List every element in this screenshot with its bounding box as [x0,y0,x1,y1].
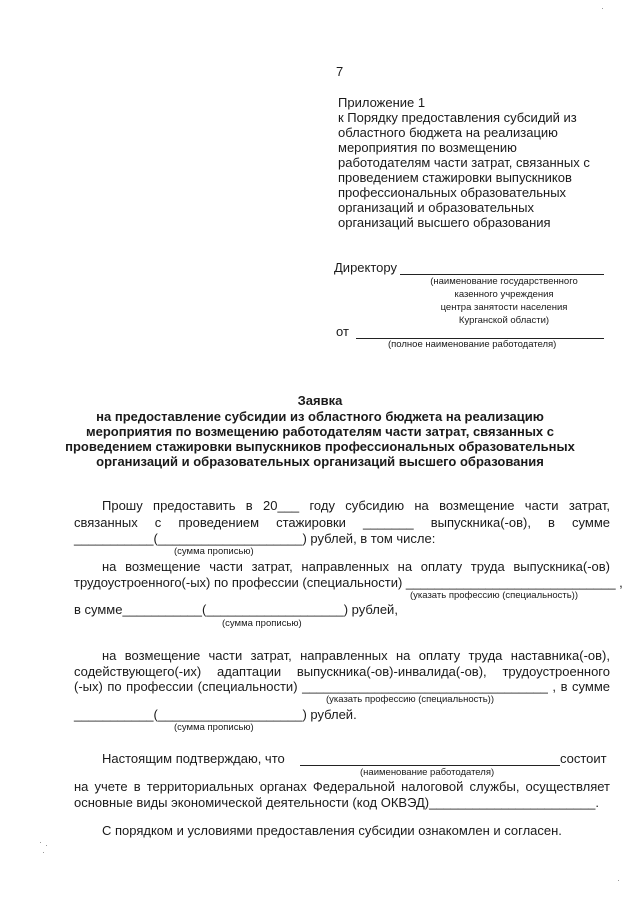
mentor-cost-line-3: (-ых) по профессии (специальности) __________________________________ , в сумме [74,679,610,694]
scan-speck [618,880,619,881]
appendix-line: мероприятия по возмещению [338,140,517,155]
scan-speck [602,8,603,9]
scan-speck [40,842,41,843]
confirm-line-3: основные виды экономической деятельности (код ОКВЭД)_______________________. [74,795,600,810]
director-hint-line: центра занятости населения [440,302,568,313]
sum-hint: (сумма прописью) [174,722,254,733]
title-line: на предоставление субсидии из областного бюджета на реализацию [96,409,544,424]
employer-hint: (наименование работодателя) [360,767,495,778]
scan-speck [46,845,47,846]
profession-hint: (указать профессию (специальность)) [410,590,578,601]
request-line-3: ___________(____________________) рублей, в том числе: [74,531,436,546]
title-heading: Заявка [297,393,343,408]
appendix-line: организаций и образовательных [338,200,534,215]
title-line: проведением стажировки выпускников профессиональных образовательных [65,439,575,454]
graduate-cost-line-2: трудоустроенного(-ых) по профессии (специальности) _____________________________ , [74,575,623,590]
profession-hint: (указать профессию (специальность)) [326,694,494,705]
director-label: Директору [334,260,397,275]
graduate-cost-line-1: на возмещение части затрат, направленных на оплату труда выпускника(-ов) [102,559,610,574]
from-label: от [336,324,349,339]
sum-hint: (сумма прописью) [222,618,302,629]
appendix-line: Приложение 1 [338,95,426,110]
title-line: организаций и образовательных организаций высшего образования [96,454,544,469]
title-line: мероприятия по возмещению работодателям части затрат, связанных с [85,424,554,439]
director-hint-line: казенного учреждения [454,289,554,300]
director-field[interactable] [400,274,604,275]
request-line-1: Прошу предоставить в 20___ году субсидию на возмещение части затрат, [102,498,610,513]
mentor-cost-line-2: содействующего(-их) адаптации выпускника(-ов)-инвалида(-ов), трудоустроенного [74,664,610,679]
request-line-2: связанных с проведением стажировки _______ выпускника(-ов), в сумме [74,515,610,530]
page-number: 7 [336,64,344,79]
mentor-cost-line-1: на возмещение части затрат, направленных на оплату труда наставника(-ов), [102,648,610,663]
appendix-line: работодателям части затрат, связанных с [338,155,590,170]
graduate-cost-line-3: в сумме___________(___________________) рублей, [74,602,398,617]
agreement-line: С порядком и условиями предоставления субсидии ознакомлен и согласен. [102,823,562,838]
appendix-line: профессиональных образовательных [338,185,567,200]
sum-hint: (сумма прописью) [174,546,254,557]
appendix-line: организаций высшего образования [338,215,551,230]
appendix-line: к Порядку предоставления субсидий из [338,110,577,125]
confirm-line-2: на учете в территориальных органах Федеральной налоговой службы, осуществляет [74,779,610,794]
director-hint-line: (наименование государственного [430,276,578,287]
appendix-line: проведением стажировки выпускников [338,170,572,185]
employer-name-field[interactable] [300,765,560,766]
confirm-line-start: Настоящим подтверждаю, что [102,751,285,766]
from-hint: (полное наименование работодателя) [388,339,557,350]
scan-speck [43,852,44,853]
appendix-line: областного бюджета на реализацию [338,125,558,140]
mentor-cost-line-4: ___________(____________________) рублей. [74,707,357,722]
confirm-line-end: состоит [560,751,607,766]
director-hint-line: Курганской области) [458,315,550,326]
